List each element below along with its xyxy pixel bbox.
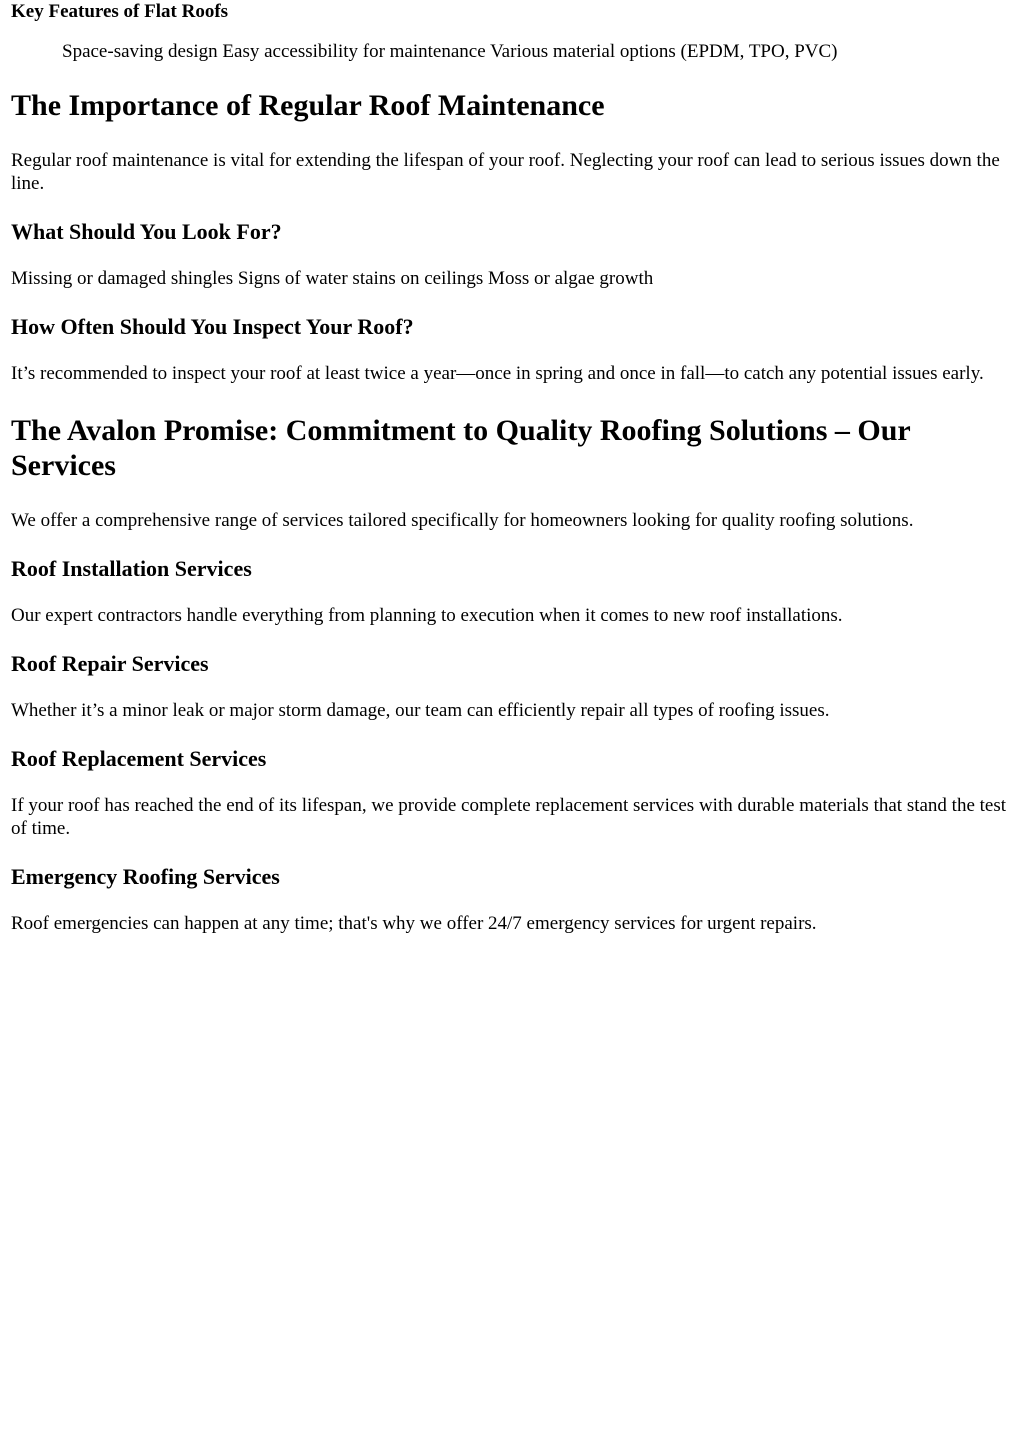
flat-roofs-heading: Key Features of Flat Roofs: [11, 1, 229, 22]
repair-heading: Roof Repair Services: [11, 651, 209, 676]
services-intro: We offer a comprehensive range of services tailored specifically for homeowners looking for quality roofing solutions.: [11, 510, 914, 531]
inspect-text: It’s recommended to inspect your roof at least twice a year—once in spring and once in fall—to catch any potential issues early.: [11, 363, 984, 384]
replacement-heading: Roof Replacement Services: [11, 746, 267, 771]
inspect-heading: How Often Should You Inspect Your Roof?: [11, 314, 414, 339]
repair-text: Whether it’s a minor leak or major storm damage, our team can efficiently repair all types of roofing issues.: [11, 700, 830, 721]
look-for-text: Missing or damaged shingles Signs of water stains on ceilings Moss or algae growth: [11, 268, 654, 289]
installation-text: Our expert contractors handle everything from planning to execution when it comes to new roof installations.: [11, 605, 843, 626]
emergency-text: Roof emergencies can happen at any time; that's why we offer 24/7 emergency services for urgent repairs.: [11, 913, 817, 934]
replacement-text: If your roof has reached the end of its lifespan, we provide complete replacement services with durable materials that stand the test of time.: [11, 795, 1007, 839]
flat-roofs-features: Space-saving design Easy accessibility for maintenance Various material options (EPDM, TPO, PVC): [62, 41, 838, 62]
maintenance-heading: The Importance of Regular Roof Maintenance: [11, 89, 605, 122]
emergency-heading: Emergency Roofing Services: [11, 864, 280, 889]
services-heading: The Avalon Promise: Commitment to Quality Roofing Solutions – Our Services: [11, 414, 911, 482]
installation-heading: Roof Installation Services: [11, 556, 252, 581]
look-for-heading: What Should You Look For?: [11, 219, 282, 244]
maintenance-intro: Regular roof maintenance is vital for extending the lifespan of your roof. Neglecting your roof can lead to serious issues down the line.: [11, 150, 1000, 194]
